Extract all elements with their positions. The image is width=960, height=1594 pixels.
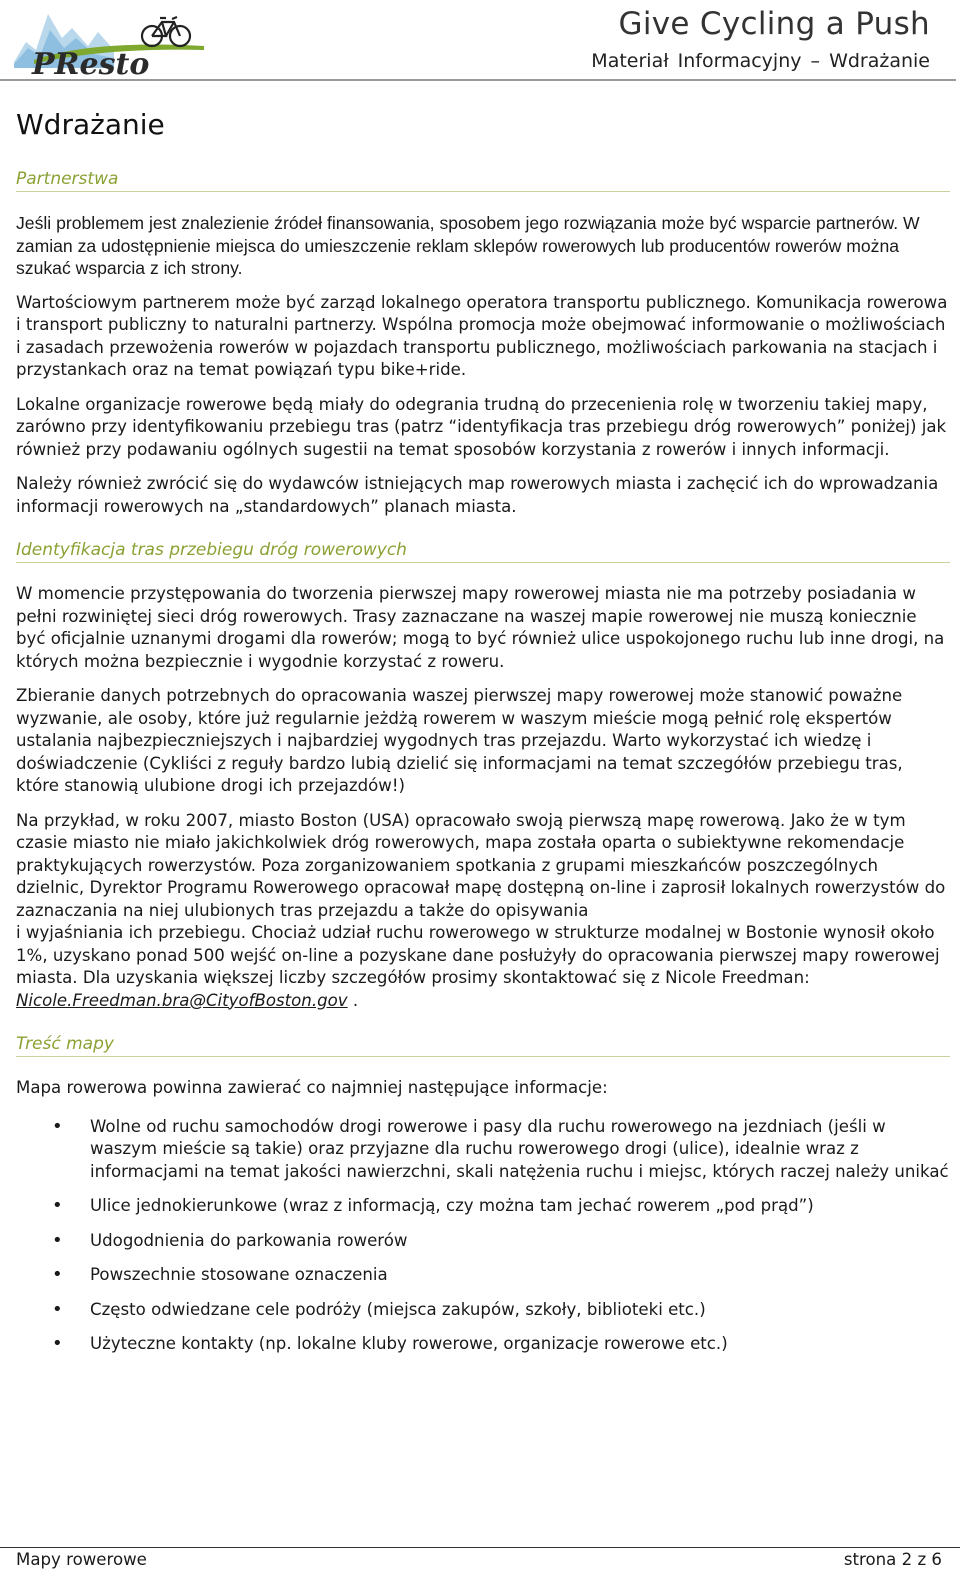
header-subtitle: Materiał Informacyjny – Wdrażanie — [591, 50, 930, 72]
svg-text:PResto: PResto — [32, 47, 150, 78]
list-item: • Ulice jednokierunkowe (wraz z informacją, czy można tam jechać rowerem „pod prąd”) — [16, 1195, 950, 1218]
document-body — [16, 108, 950, 1368]
paragraph: Należy również zwrócić się do wydawców istniejących map rowerowych miasta i zachęcić ich do wprowadzania informacji rowerowych na „standardowych” planach miasta. — [16, 474, 939, 516]
list-item: • Powszechnie stosowane oznaczenia — [16, 1264, 950, 1287]
header-divider — [0, 79, 956, 81]
footer-divider — [0, 1547, 960, 1548]
presto-logo — [14, 2, 214, 78]
content-list — [16, 1116, 950, 1356]
boston-paragraph — [16, 810, 950, 1013]
paragraph: Lokalne organizacje rowerowe będą miały do odegrania trudną do przecenienia rolę w tworzeniu takiej mapy, zarówno przy identyfikowaniu przebiegu tras (patrz “identyfikacja tras przebiegu dróg rowerowych” poniżej) jak również przy podawaniu ogólnych sugestii na temat sposobów korzystania z rowerów i innych informacji. — [16, 394, 947, 459]
list-item: • Często odwiedzane cele podróży (miejsca zakupów, szkoły, biblioteki etc.) — [16, 1299, 950, 1322]
boston-text-part1: Na przykład, w roku 2007, miasto Boston (USA) opracowało swoją pierwszą mapę rowerową. Jako że w tym czasie miasto nie miało jakichkolwiek dróg rowerowych, mapa została oparta o subiektywne rekomendacje praktykujących rowerzystów. Poza zorganizowaniem spotkania z grupami mieszkańców poszczególnych dzielnic, Dyrektor Programu Rowerowego opracował mapę dostępną on-line i zaprosił lokalnych rowerzystów do zaznaczania na niej ulubionych tras przejazdu a także do opisywania — [16, 810, 946, 920]
footer-doc-name: Mapy rowerowe — [16, 1550, 147, 1569]
email-link[interactable]: Nicole.Freedman.bra@CityofBoston.gov — [16, 990, 348, 1010]
header-title: Give Cycling a Push — [618, 6, 930, 42]
list-intro: Mapa rowerowa powinna zawierać co najmniej następujące informacje: — [16, 1078, 608, 1097]
footer-page-number: strona 2 z 6 — [843, 1550, 942, 1569]
paragraph: W momencie przystępowania do tworzenia pierwszej mapy rowerowej miasta nie ma potrzeby posiadania w pełni rozwiniętej sieci dróg rowerowych. Trasy zaznaczane na waszej mapie rowerowej nie muszą koniecznie być oficjalnie uznanymi drogami dla rowerów; mogą to być również ulice uspokojonego ruchu lub inne drogi, na których można bezpiecznie i wygodnie korzystać z roweru. — [16, 584, 945, 671]
boston-text-end: . — [347, 990, 359, 1010]
list-item: • Wolne od ruchu samochodów drogi rowerowe i pasy dla ruchu rowerowego na jezdniach (jeśli w waszym mieście są takie) oraz przyjazne dla ruchu rowerowego drogi (ulice), idealnie wraz z informacjami na temat jakości nawierzchni, skali natężenia ruchu i miejsc, których raczej należy unikać — [16, 1116, 950, 1184]
list-item: • Użyteczne kontakty (np. lokalne kluby rowerowe, organizacje rowerowe etc.) — [16, 1333, 950, 1356]
page-title: Wdrażanie — [16, 108, 165, 141]
section-heading-tresc-mapy: Treść mapy — [16, 1034, 950, 1057]
list-item: • Udogodnienia do parkowania rowerów — [16, 1230, 950, 1253]
paragraph: Jeśli problemem jest znalezienie źródeł finansowania, sposobem jego rozwiązania może być wsparcie partnerów. W zamian za udostępnienie miejsca do umieszczenie reklam sklepów rowerowych lub producentów rowerów można szukać wsparcia z ich strony. — [16, 213, 920, 278]
section-heading-partnerstwa: Partnerstwa — [16, 169, 950, 192]
page-header — [0, 0, 960, 82]
paragraph: Wartościowym partnerem może być zarząd lokalnego operatora transportu publicznego. Komunikacja rowerowa i transport publiczny to naturalni partnerzy. Wspólna promocja może obejmować informowanie o możliwościach i zasadach przewożenia rowerów w pojazdach transportu publicznego, możliwościach parkowania na stacjach i przystankach oraz na temat powiązań typu bike+ride. — [16, 292, 948, 379]
paragraph: Zbieranie danych potrzebnych do opracowania waszej pierwszej mapy rowerowej może stanowić poważne wyzwanie, ale osoby, które już regularnie jeżdżą rowerem w waszym mieście mogą pełnić rolę ekspertów ustalania najbezpieczniejszych i najbardziej wygodnych tras przejazdu. Warto wykorzystać ich wiedzę i doświadczenie (Cykliści z reguły bardzo lubią dzielić się informacjami na temat szczegółów przebiegu tras, które stanowią ulubione drogi ich przejazdów!) — [16, 686, 903, 795]
boston-text-part2: i wyjaśniania ich przebiegu. Chociaż udział ruchu rowerowego w strukturze modalnej w Bostonie wynosił około 1%, uzyskano ponad 500 wejść on-line a pozyskane dane posłużyły do opracowania pierwszej mapy rowerowej miasta. Dla uzyskania większej liczby szczegółów prosimy skontaktować się z Nicole Freedman: — [16, 923, 940, 987]
section-heading-identyfikacja: Identyfikacja tras przebiegu dróg rowerowych — [16, 540, 950, 563]
